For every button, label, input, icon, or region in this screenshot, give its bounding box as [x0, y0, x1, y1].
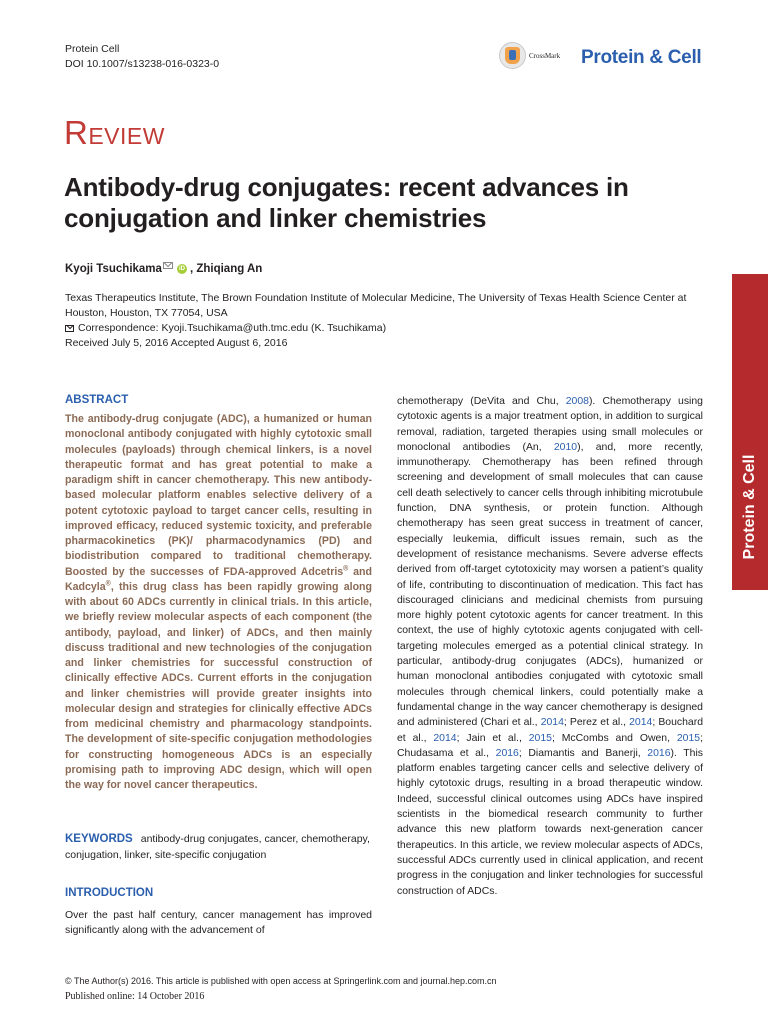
citation-link[interactable]: 2010	[553, 441, 578, 453]
citation-link[interactable]: 2014	[540, 717, 564, 729]
institution: Texas Therapeutics Institute, The Brown Foundation Institute of Molecular Medicine, The University of Texas Health Science Center at Houston, Houston, TX 77054, USA	[65, 292, 687, 319]
side-tab-label: Protein & Cell	[741, 454, 758, 560]
citation-link[interactable]: 2014	[629, 717, 653, 729]
doi[interactable]: DOI 10.1007/s13238-016-0323-0	[65, 58, 220, 70]
correspondence-line	[65, 321, 715, 336]
citation-link[interactable]: 2014	[433, 732, 457, 744]
abstract-section	[65, 394, 372, 793]
email-icon[interactable]	[163, 262, 173, 269]
registered-mark-1: ®	[343, 564, 349, 572]
body-text-run: ). Chemotherapy using cytotoxic agents is a major treatment option, in addition to surgical removal, radiation, targeted therapies using small molecules or monoclonal antibodies (An,	[397, 396, 703, 453]
author-list	[65, 263, 262, 275]
abstract-text	[65, 412, 372, 793]
journal-name: Protein Cell	[65, 43, 120, 55]
crossmark-icon	[499, 42, 526, 69]
body-text-run: ; Bouchard et al.,	[397, 717, 704, 744]
article-type-initial: R	[64, 114, 89, 151]
published-date: Published online: 14 October 2016	[65, 991, 205, 1002]
body-text-run: ; Chudasama et al.,	[397, 732, 703, 759]
body-text-run: ; Diamantis and Banerji,	[518, 747, 648, 759]
keywords-section	[65, 832, 372, 863]
logo-left: Protein	[581, 47, 645, 68]
abstract-part-1: The antibody-drug conjugate (ADC), a humanized or human monoclonal antibody conjugated with highly cytotoxic small molecules (payloads) through chemical linkers, is a novel therapeutic format and has great potential to make a paradigm shift in cancer chemotherapy. This new antibody-based molecular platform enables selective delivery of a potent cytotoxic payload to target cancer cells, resulting in improved efficacy, reduced systemic toxicity, and preferable pharmacokinetics (PK)/ pharmacodynamics (PD) and biodistribution compared to traditional chemotherapy. Boosted by the successes of FDA-approved Adcetris	[65, 413, 372, 578]
citation-link[interactable]: 2016	[647, 747, 671, 759]
body-text-run: ). This platform enables targeting cancer cells and selective delivery of highly cytotoxic drugs, resulting in a broad therapeutic window. Indeed, successful clinical outcomes using ADCs have inspired scientists in the biomedical research community to further advance this new platform towards next-generation cancer therapeutics. In this article, we review molecular aspects of ADCs, successful ADCs currently used in clinical application, and recent progress in the conjugation and linker technologies for successful construction of ADCs.	[397, 747, 703, 897]
keywords-text: antibody-drug conjugates, cancer, chemotherapy, conjugation, linker, site-specific conjugation	[65, 833, 370, 861]
author-2[interactable]: , Zhiqiang An	[189, 263, 263, 275]
article-type-rest: EVIEW	[88, 123, 165, 149]
envelope-icon	[65, 325, 74, 332]
abstract-heading: ABSTRACT	[65, 394, 129, 406]
citation-link[interactable]: 2008	[565, 396, 589, 407]
body-text-right-column	[397, 394, 703, 899]
license-note: © The Author(s) 2016. This article is published with open access at Springerlink.com and journal.hep.com.cn	[65, 976, 497, 986]
crossmark-badge[interactable]	[499, 42, 560, 69]
journal-logo	[581, 47, 701, 69]
body-text-run: ; Jain et al.,	[456, 732, 529, 744]
logo-amp: &	[644, 47, 668, 68]
citation-link[interactable]: 2016	[495, 747, 519, 759]
orcid-icon[interactable]: iD	[178, 266, 185, 272]
article-title: Antibody-drug conjugates: recent advances in conjugation and linker chemistries	[64, 172, 629, 233]
citation-link[interactable]: 2015	[676, 732, 701, 744]
journal-info	[65, 42, 219, 72]
abstract-part-3: , this drug class has been rapidly growing along with about 60 ADCs currently in clinical trials. In this article, we briefly review molecular aspects of each component (the antibody, payload, and linker) of ADCs, and then mainly discuss traditional and new technologies of the conjugation and linker chemistries for successful construction of clinically effective ADCs. Current efforts in the conjugation and linker chemistries will provide greater insights into molecular design and strategies for clinically effective ADCs from medicinal chemistry and pharmacology standpoints. The development of site-specific conjugation methodologies for constructing homogeneous ADCs is an especially promising path to improving ADC design, which will open the way for novel cancer therapeutics.	[65, 580, 372, 791]
journal-side-tab	[732, 274, 768, 590]
body-text-run: ; McCombs and Owen,	[551, 732, 677, 744]
body-text-run: chemotherapy (DeVita and Chu,	[397, 396, 566, 407]
author-1[interactable]: Kyoji Tsuchikama	[65, 263, 162, 275]
citation-link[interactable]: 2015	[528, 732, 552, 744]
logo-right: Cell	[667, 47, 702, 68]
dates: Received July 5, 2016 Accepted August 6, 2016	[65, 337, 288, 349]
body-text-run: ; Perez et al.,	[563, 717, 630, 729]
introduction-heading: INTRODUCTION	[65, 887, 154, 899]
crossmark-label: CrossMark	[529, 51, 561, 60]
article-type	[64, 114, 165, 152]
affiliation-block	[65, 291, 715, 351]
body-text-run: ), and, more recently, immunotherapy. Chemotherapy has been refined through screening and development of small molecules that can cause cell death selectively to cancer cells through inhibiting microtubule function, DNA synthesis, or protein function. Although chemotherapy has seen great success in treatment of cancer, especially leukemia, difficult issues remain, such as the development of resistance mechanisms. Severe adverse effects derived from off-target cytotoxicity may worsen a patient’s quality of life, contributing to discontinuation of medication. This fact has discouraged clinicians and medicinal chemists from pursuing more highly potent cytotoxic agents for cancer treatment. In this context, the use of highly cytotoxic agents conjugated with cell-targeting molecules emerged as a potential clinical strategy. In particular, antibody-drug conjugates (ADCs), humanized or human monoclonal antibodies conjugated with cytotoxic small molecules through chemical linkers, could potentially make a fundamental change in the way cancer chemotherapy is designed and administered (Chari et al.,	[397, 441, 704, 729]
keywords-heading: KEYWORDS	[65, 833, 133, 845]
abstract-part-2: and Kadcyla	[65, 565, 373, 593]
correspondence[interactable]: Correspondence: Kyoji.Tsuchikama@uth.tmc.edu (K. Tsuchikama)	[78, 322, 387, 334]
introduction-text: Over the past half century, cancer management has improved significantly along with the advancement of	[65, 909, 372, 937]
registered-mark-2: ®	[105, 580, 111, 588]
